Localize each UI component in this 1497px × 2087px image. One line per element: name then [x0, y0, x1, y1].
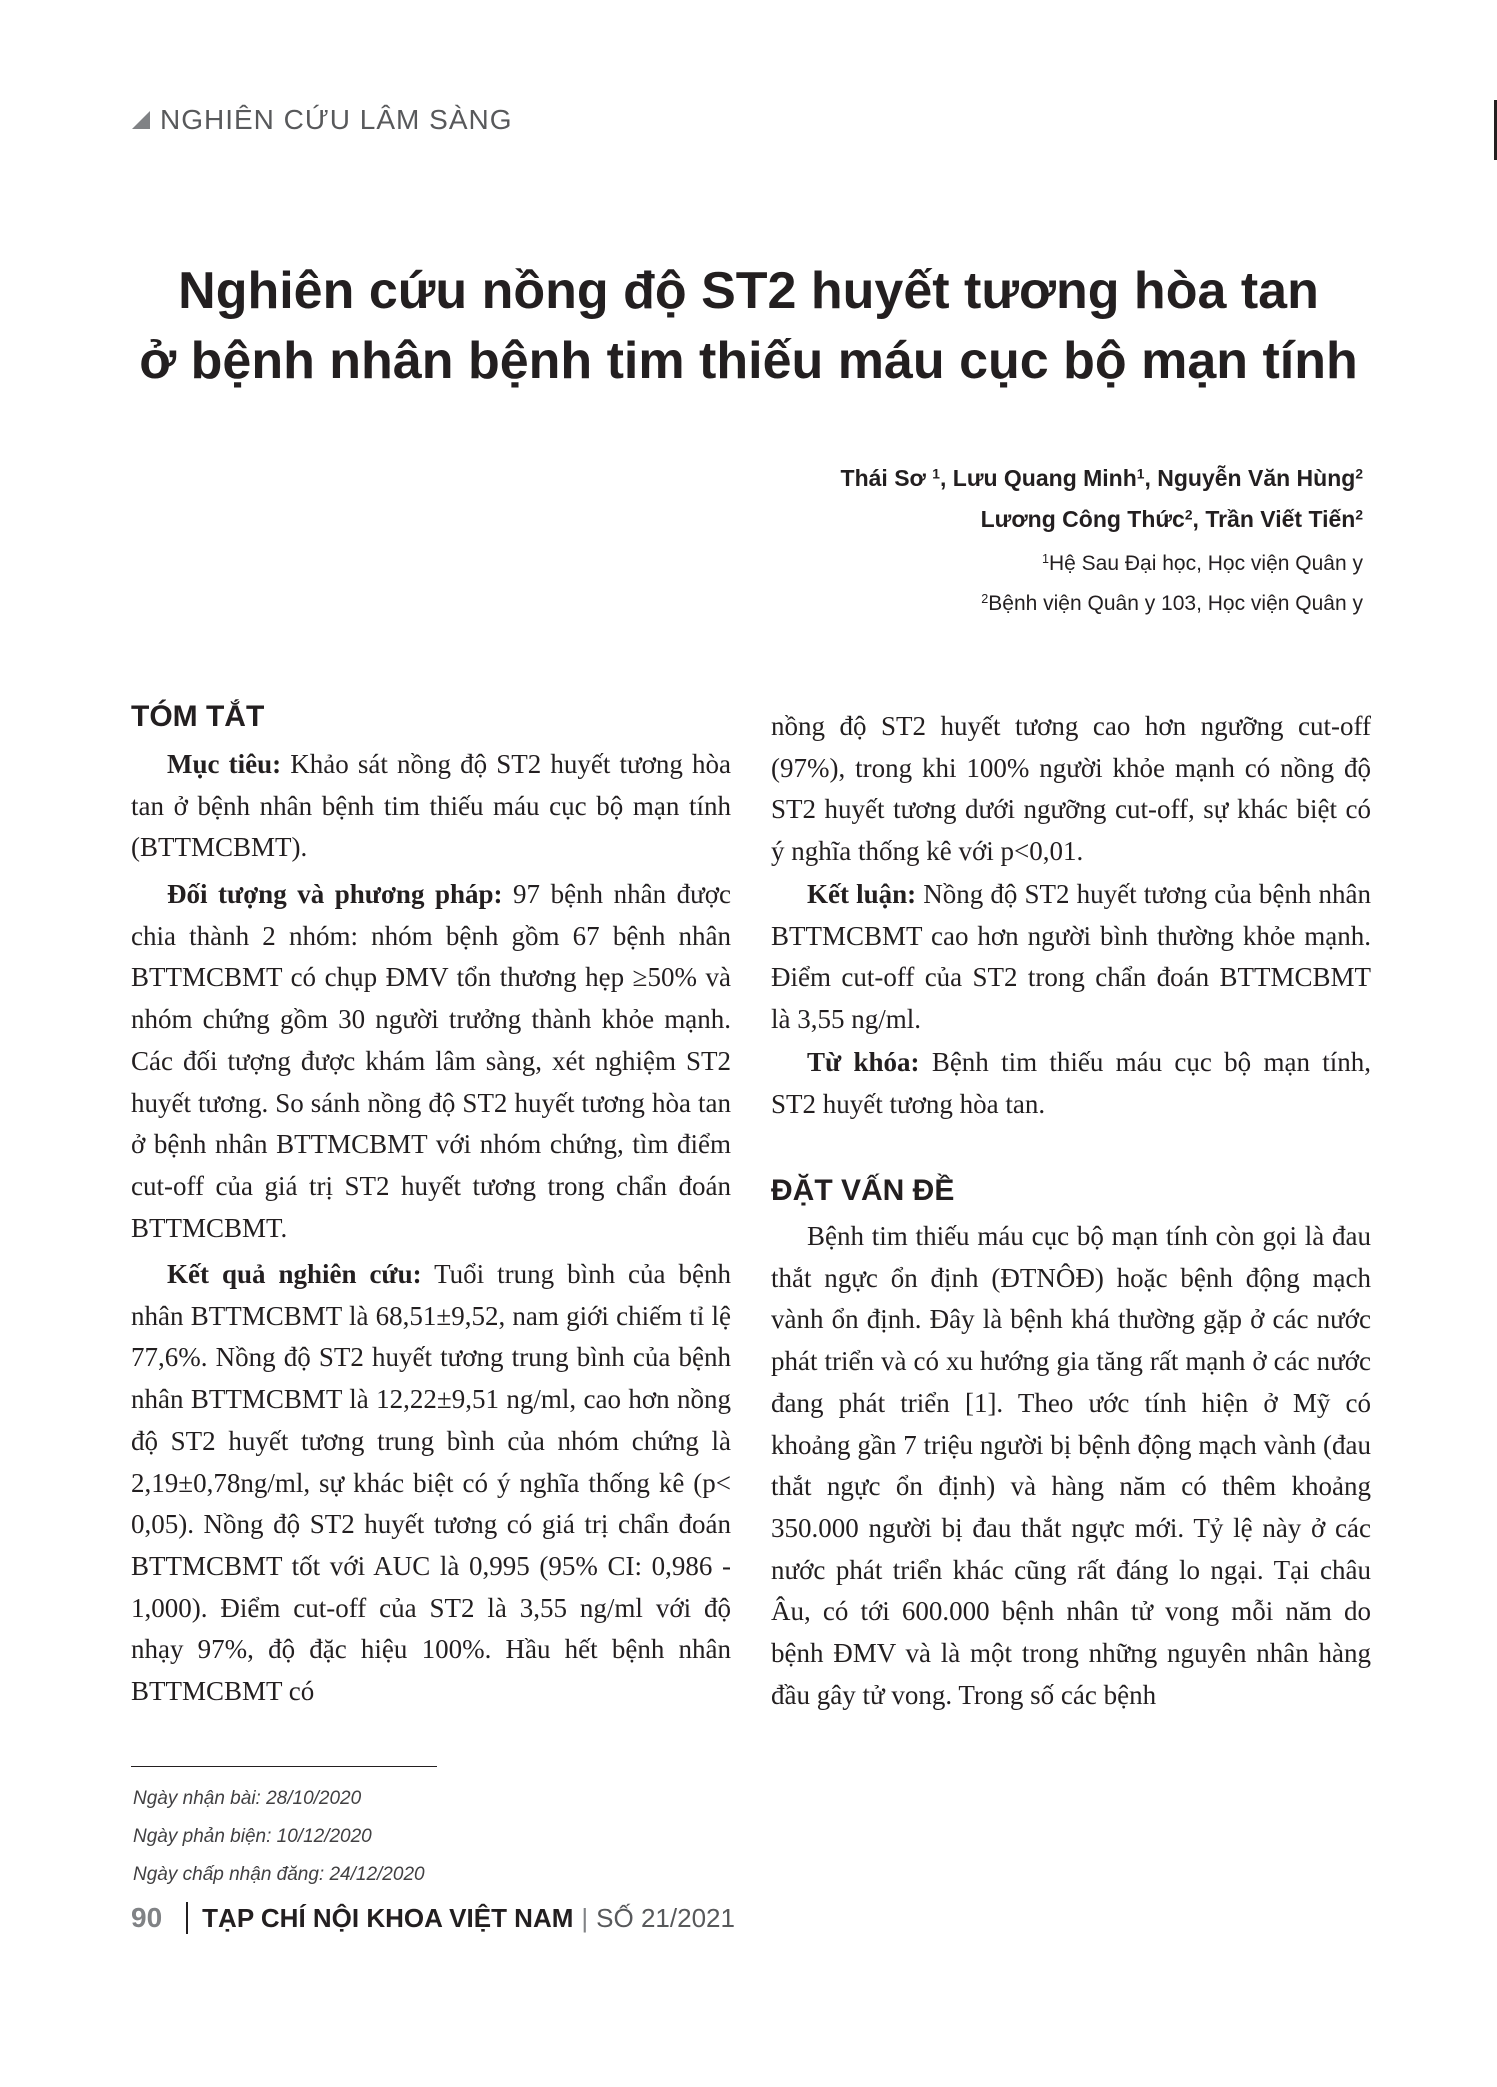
introduction-paragraph: Bệnh tim thiếu máu cục bộ mạn tính còn gọi là đau thắt ngực ổn định (ĐTNÔĐ) hoặc bệnh động mạch vành ổn định. Đây là bệnh khá thường gặp ở các nước phát triển và có xu hướng gia tăng rất mạnh ở các nước đang phát triển [1]. Theo ước tính hiện ở Mỹ có khoảng gần 7 triệu người bị bệnh động mạch vành (đau thắt ngực ổn định) và hàng năm có thêm khoảng 350.000 người bị đau thắt ngực mới. Tỷ lệ này ở các nước phát triển khác cũng rất đáng lo ngại. Tại châu Âu, có tới 600.000 bệnh nhân tử vong mỗi năm do bệnh ĐMV và là một trong những nguyên nhân hàng đầu gây tử vong. Trong số các bệnh: [771, 1221, 1371, 1710]
affiliation-sup: 2: [981, 592, 989, 607]
author-sup: 1: [932, 466, 940, 482]
results-text: Tuổi trung bình của bệnh nhân BTTMCBMT là 68,51±9,52, nam giới chiếm tỉ lệ 77,6%. Nồng độ ST2 huyết tương trung bình của bệnh nhân BTTMCBMT là 12,22±9,51 ng/ml, cao hơn nồng độ ST2 huyết tương trung bình của nhóm chứng là 2,19±0,78ng/ml, sự khác biệt có ý nghĩa thống kê (p< 0,05). Nồng độ ST2 huyết tương có giá trị chẩn đoán BTTMCBMT tốt với AUC là 0,995 (95% CI: 0,986 - 1,000). Điểm cut-off của ST2 là 3,55 ng/ml với độ nhạy 97%, độ đặc hiệu 100%. Hầu hết bệnh nhân BTTMCBMT có: [131, 1259, 731, 1707]
author-sup: 2: [1355, 466, 1363, 482]
keywords-text: Bệnh tim thiếu máu cục bộ mạn tính, ST2 huyết tương hòa tan.: [771, 1047, 1371, 1119]
conclusion-text: Nồng độ ST2 huyết tương của bệnh nhân BTTMCBMT cao hơn người bình thường khỏe mạnh. Điểm cut-off của ST2 trong chẩn đoán BTTMCBMT là 3,55 ng/ml.: [771, 879, 1371, 1035]
author-name: Thái Sơ: [840, 465, 933, 491]
results-paragraph: [131, 1254, 731, 1713]
results-label: Kết quả nghiên cứu:: [167, 1259, 422, 1289]
introduction-heading: ĐẶT VẤN ĐỀ: [771, 1174, 955, 1207]
running-header: [132, 100, 513, 140]
footnote-received: Ngày nhận bài: 28/10/2020: [133, 1788, 362, 1809]
objective-label: Mục tiêu:: [167, 749, 282, 779]
author-sup: 2: [1184, 507, 1193, 523]
triangle-icon: [132, 111, 150, 129]
conclusion-paragraph: [771, 874, 1371, 1041]
affiliation-text: Hệ Sau Đại học, Học viện Quân y: [1049, 552, 1363, 575]
footnote-reviewed: Ngày phản biện: 10/12/2020: [133, 1826, 372, 1847]
journal-name: TẠP CHÍ NỘI KHOA VIỆT NAM: [202, 1902, 574, 1933]
author-line-2: [841, 499, 1363, 540]
methods-text: 97 bệnh nhân được chia thành 2 nhóm: nhóm bệnh gồm 67 bệnh nhân BTTMCBMT có chụp ĐMV tổn thương hẹp ≥50% và nhóm chứng gồm 30 người trưởng thành khỏe mạnh. Các đối tượng được khám lâm sàng, xét nghiệm ST2 huyết tương. So sánh nồng độ ST2 huyết tương hòa tan ở bệnh nhân BTTMCBMT với nhóm chứng, tìm điểm cut-off của giá trị ST2 huyết tương trong chẩn đoán BTTMCBMT.: [131, 879, 731, 1243]
keywords-label: Từ khóa:: [807, 1047, 920, 1077]
author-sup: 1: [1136, 466, 1145, 482]
footer-bar: |: [581, 1902, 589, 1933]
footnote-rule: [131, 1766, 437, 1767]
title-line-1: Nghiên cứu nồng độ ST2 huyết tương hòa tan: [178, 262, 1319, 320]
affiliation-1: [841, 544, 1363, 584]
objective-text: Khảo sát nồng độ ST2 huyết tương hòa tan ở bệnh nhân bệnh tim thiếu máu cục bộ mạn tính (BTTMCBMT).: [131, 749, 732, 863]
footnote-accepted: Ngày chấp nhận đăng: 24/12/2020: [133, 1864, 425, 1885]
author-block: [841, 458, 1363, 624]
footer-separator-rule: [186, 1902, 188, 1934]
affiliation-2: [841, 584, 1363, 624]
author-line-1: [841, 458, 1363, 499]
section-label: NGHIÊN CỨU LÂM SÀNG: [160, 104, 513, 135]
keywords-paragraph: [771, 1042, 1371, 1125]
author-sup: 2: [1355, 507, 1363, 523]
author-name: , Trần Viết Tiến: [1192, 506, 1356, 532]
results-continued: nồng độ ST2 huyết tương cao hơn ngưỡng cut-off (97%), trong khi 100% người khỏe mạnh có nồng độ ST2 huyết tương dưới ngưỡng cut-off, sự khác biệt có ý nghĩa thống kê với p<0,01.: [771, 711, 1371, 867]
author-name: Lương Công Thức: [980, 506, 1185, 532]
page-footer: [131, 1898, 735, 1938]
methods-label: Đối tượng và phương pháp:: [167, 879, 503, 909]
objective-paragraph: [131, 744, 731, 869]
author-name: , Nguyễn Văn Hùng: [1144, 465, 1356, 491]
affiliation-sup: 1: [1041, 552, 1049, 567]
author-name: , Lưu Quang Minh: [939, 465, 1137, 491]
issue-number: SỐ 21/2021: [596, 1902, 735, 1933]
affiliation-text: Bệnh viện Quân y 103, Học viện Quân y: [988, 592, 1363, 615]
page-number: 90: [131, 1902, 163, 1933]
title-line-2: ở bệnh nhân bệnh tim thiếu máu cục bộ mạn tính: [139, 332, 1358, 390]
methods-paragraph: [131, 874, 731, 1249]
conclusion-label: Kết luận:: [807, 879, 917, 909]
article-title: [80, 256, 1417, 396]
abstract-heading: TÓM TẮT: [131, 700, 265, 733]
